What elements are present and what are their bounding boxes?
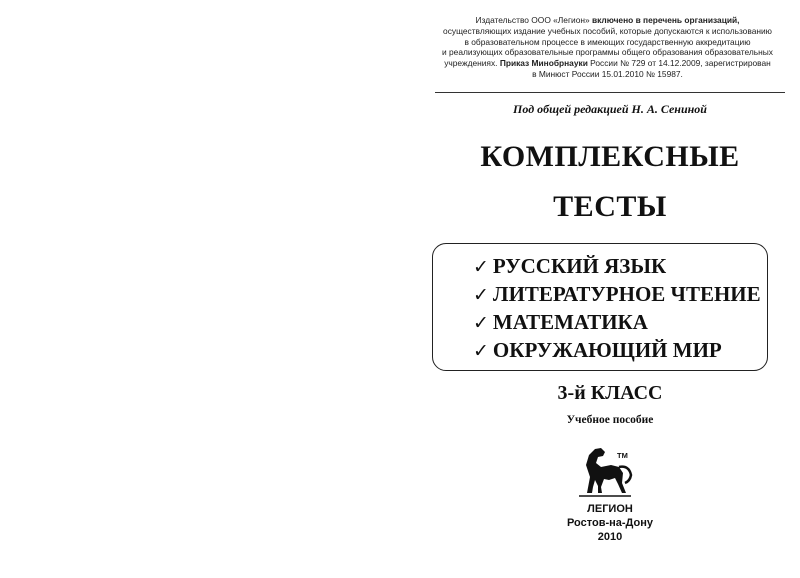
subjects-box: [432, 243, 768, 371]
publisher-name: ЛЕГИОН: [587, 503, 633, 515]
divider-line: [435, 92, 785, 93]
notice-line5-rest: России № 729 от 14.12.2009, зарегистрирован: [587, 58, 771, 69]
book-title-line2: ТЕСТЫ: [553, 190, 667, 223]
subject-item: [473, 254, 666, 279]
grade-label: 3-й КЛАСС: [557, 382, 663, 404]
trademark-mark: ТМ: [617, 451, 628, 460]
notice-line1-bold: включено в перечень организаций,: [591, 15, 740, 25]
subject-label: РУССКИЙ ЯЗЫК: [492, 254, 667, 278]
check-icon: ✓: [473, 340, 489, 362]
subject-label: МАТЕМАТИКА: [492, 310, 648, 334]
subject-item: [473, 338, 722, 363]
notice-line1-plain: Издательство ООО «Легион»: [475, 15, 592, 25]
subject-label: ОКРУЖАЮЩИЙ МИР: [492, 338, 722, 362]
book-kind: Учебное пособие: [566, 414, 654, 426]
editor-credit: Под общей редакцией Н. А. Сениной: [513, 102, 707, 116]
notice-line5-plain: учреждениях.: [444, 58, 500, 69]
subject-label: ЛИТЕРАТУРНОЕ ЧТЕНИЕ: [492, 282, 761, 306]
check-icon: ✓: [473, 256, 489, 278]
notice-line3: в образовательном процессе в имеющих государственную аккредитацию: [464, 36, 751, 47]
notice-line2: осуществляющих издание учебных пособий, которые допускаются к использованию: [443, 25, 772, 36]
notice-line4: и реализующих образовательные программы общего образования образовательных: [442, 47, 773, 58]
publisher-city: Ростов-на-Дону: [566, 517, 654, 529]
subject-item: [473, 282, 761, 307]
subject-item: [473, 310, 648, 335]
publication-year: 2010: [597, 531, 623, 543]
book-title-line1: КОМПЛЕКСНЫЕ: [480, 140, 740, 173]
publisher-notice: [435, 15, 780, 80]
notice-line6: в Минюст России 15.01.2010 № 15987.: [532, 68, 683, 79]
notice-line5-bold: Приказ Минобрнауки: [499, 58, 588, 69]
check-icon: ✓: [473, 312, 489, 334]
check-icon: ✓: [473, 284, 489, 306]
